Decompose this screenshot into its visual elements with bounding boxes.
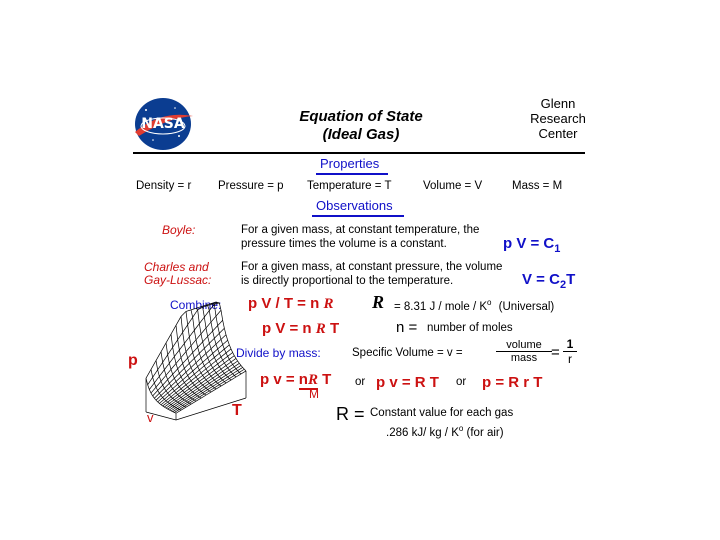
title-line-2: (Ideal Gas) — [322, 126, 400, 143]
axis-label-t: T — [232, 402, 242, 419]
frac-numerator: volume — [506, 339, 542, 351]
combine-eq2-R: R — [315, 321, 326, 337]
charles-equation — [522, 271, 575, 291]
isotherm-line — [206, 305, 236, 377]
isochore-line — [149, 303, 219, 390]
boyle-text-1: For a given mass, at constant temperature, the — [241, 224, 480, 236]
one-denominator: r — [563, 351, 577, 366]
or-text-1: or — [355, 376, 366, 388]
page-title — [276, 108, 446, 144]
isochore-line — [146, 302, 216, 378]
isotherm-line — [211, 304, 241, 374]
eq-a-T: T — [317, 371, 332, 388]
gas-constant-value — [394, 298, 554, 313]
isotherm-line — [156, 361, 186, 408]
title-line-1: Equation of State — [299, 108, 423, 125]
charles-eq-main: V = C — [522, 271, 560, 288]
gas-constant-deg: o — [487, 298, 492, 307]
observations-heading: Observations — [316, 198, 393, 213]
moles-symbol: n = — [396, 319, 418, 336]
density-label: Density = r — [136, 180, 192, 192]
specific-constant-value — [386, 424, 504, 439]
specific-equation-b: p v = R T — [376, 374, 439, 391]
specific-volume-label: Specific Volume = v = — [352, 347, 463, 359]
boyle-eq-sub: 1 — [554, 243, 561, 255]
specific-equation-a — [260, 371, 331, 389]
divide-label: Divide by mass: — [236, 346, 321, 360]
center-line-3: Center — [538, 126, 578, 141]
one-numerator: 1 — [566, 337, 574, 351]
properties-heading: Properties — [320, 156, 380, 171]
center-line-1: Glenn — [540, 96, 576, 111]
gas-constant-value-text: = 8.31 J / mole / K — [394, 300, 488, 313]
volume-label: Volume = V — [423, 180, 483, 192]
specific-equation-c: p = R r T — [482, 374, 543, 391]
center-line-2: Research — [530, 111, 586, 126]
eq-a-main: p v = — [260, 371, 299, 388]
specific-volume-equals: = — [551, 344, 560, 361]
axis-label-v: v — [147, 410, 154, 425]
specific-constant-value-text: .286 kJ/ kg / K — [386, 426, 459, 439]
pressure-label: Pressure = p — [218, 180, 284, 192]
isochore-line — [161, 349, 231, 405]
moles-description: number of moles — [427, 322, 513, 334]
combine-equation-2 — [262, 320, 339, 338]
temperature-label: Temperature = T — [307, 180, 392, 192]
pvt-surface-plot — [128, 300, 248, 430]
boyle-text-2: pressure times the volume is a constant. — [241, 238, 447, 250]
specific-constant-desc: Constant value for each gas — [370, 407, 514, 419]
isotherm-line — [191, 310, 221, 386]
charles-eq-sub: 2 — [559, 279, 567, 291]
combine-equation-1 — [248, 295, 333, 313]
eq-a-R: R — [307, 372, 318, 388]
nasa-logo — [131, 96, 195, 152]
boyle-eq-main: p V = C — [503, 235, 555, 252]
axis-label-p: p — [128, 352, 138, 369]
gas-constant-universal: (Universal) — [498, 300, 555, 313]
combine-label: Combine: — [170, 298, 222, 312]
specific-constant-symbol: R = — [336, 404, 365, 424]
charles-eq-tail: T — [566, 271, 576, 288]
charles-label-2: Gay-Lussac: — [144, 273, 212, 287]
isochore-line — [151, 310, 221, 393]
eq-a-n: n — [298, 371, 308, 388]
properties-underline — [316, 173, 388, 175]
charles-label-1: Charles and — [144, 260, 209, 274]
specific-constant-tail: (for air) — [463, 426, 504, 439]
header-divider — [133, 152, 585, 154]
observations-underline — [312, 215, 404, 217]
combine-eq1-R: R — [323, 296, 334, 312]
volume-over-mass — [496, 339, 552, 364]
gas-constant-symbol: R — [372, 292, 385, 312]
charles-label — [144, 261, 211, 287]
charles-text-1: For a given mass, at constant pressure, the volume — [241, 261, 503, 273]
mass-label: Mass = M — [512, 180, 563, 192]
research-center-label — [518, 96, 598, 141]
boyle-label: Boyle: — [162, 223, 196, 237]
combine-eq2-tail: T — [325, 320, 340, 337]
pvt-surface-svg — [128, 300, 248, 430]
charles-text-2: is directly proportional to the temperature. — [241, 275, 454, 287]
isochore-line — [158, 340, 228, 402]
frac-denominator: mass — [496, 351, 552, 364]
boyle-equation — [503, 235, 560, 255]
combine-eq2-main: p V = n — [262, 320, 316, 337]
or-text-2: or — [456, 376, 467, 388]
specific-constant-deg: o — [458, 424, 464, 433]
one-over-density — [563, 337, 577, 366]
nasa-logo-text: NASA — [141, 116, 185, 132]
combine-eq1-main: p V / T = n — [248, 295, 324, 312]
eq-a-mass: M — [309, 387, 319, 401]
